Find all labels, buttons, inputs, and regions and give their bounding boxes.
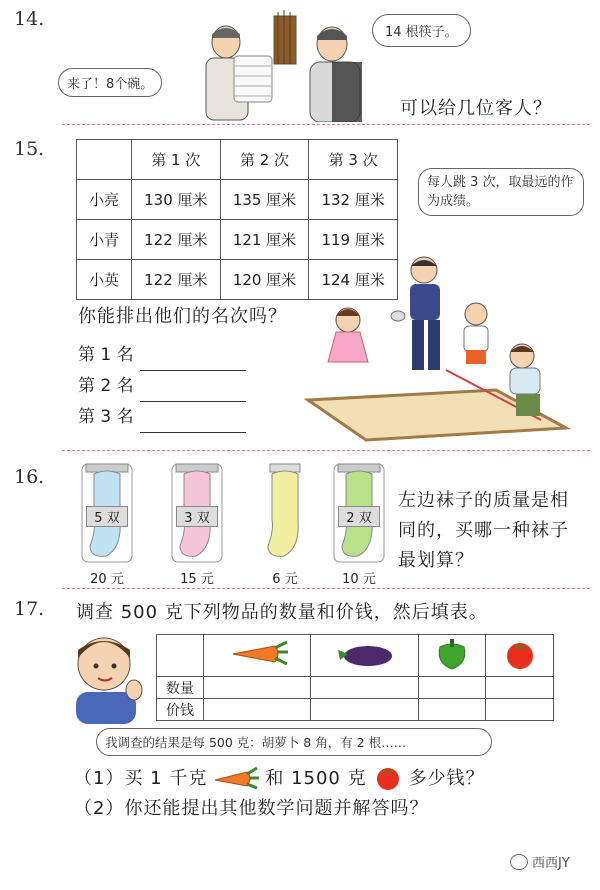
table-cell-name: 小英 <box>77 260 132 300</box>
pack-count-label: 3 双 <box>176 506 218 527</box>
rank-line-3: 第 3 名 <box>78 402 246 433</box>
goods-survey-table <box>156 634 554 721</box>
question-17-sub1: （1）买 1 千克 和 1500 克 多少钱？ <box>74 763 485 791</box>
sock-price: 20 元 <box>90 572 124 587</box>
table-cell: 119 厘米 <box>309 220 398 260</box>
eggplant-icon <box>332 638 396 670</box>
boy-thinking-illustration <box>64 628 156 724</box>
divider-15 <box>62 450 590 451</box>
table-header-cell: 第 3 次 <box>309 140 398 180</box>
sock-pack <box>254 460 316 587</box>
table-cell: 132 厘米 <box>309 180 398 220</box>
rank-line-1: 第 1 名 <box>78 340 246 371</box>
sock-pack <box>328 460 390 587</box>
rank-line-2: 第 2 名 <box>78 371 246 402</box>
tomato-icon <box>373 763 403 791</box>
question-15-text: 你能排出他们的名次吗？ <box>78 306 287 327</box>
table-header-cell <box>204 635 311 677</box>
blank-cell[interactable] <box>486 699 554 721</box>
blank-cell[interactable] <box>418 699 486 721</box>
pack-count-label: 2 双 <box>338 506 380 527</box>
table-header-cell <box>486 635 554 677</box>
table-header-cell <box>311 635 418 677</box>
sock-price: 6 元 <box>272 572 298 587</box>
table-header-row <box>157 635 554 677</box>
table-row <box>77 180 398 220</box>
divider-14 <box>62 124 590 125</box>
question-16-number: 16. <box>14 466 45 488</box>
sock-icon <box>254 460 316 564</box>
blank-cell[interactable] <box>418 677 486 699</box>
speech-bubble-chopsticks: 14 根筷子。 <box>372 14 471 47</box>
table-row <box>157 677 554 699</box>
question-14-text: 可以给几位客人？ <box>400 98 552 119</box>
table-cell: 120 厘米 <box>220 260 309 300</box>
question-17-number: 17. <box>14 598 45 620</box>
table-cell-name: 小青 <box>77 220 132 260</box>
answer-blank[interactable] <box>140 354 246 371</box>
speech-bubble-survey: 我调查的结果是每 500 克：胡萝卜 8 角，有 2 根…… <box>96 728 492 756</box>
question-17-title: 调查 500 克下列物品的数量和价钱，然后填表。 <box>76 602 488 623</box>
sock-price: 10 元 <box>342 572 376 587</box>
table-cell: 122 厘米 <box>132 260 221 300</box>
blank-cell[interactable] <box>486 677 554 699</box>
watermark: 西西JY <box>510 852 570 871</box>
blank-cell[interactable] <box>311 677 418 699</box>
table-header-cell <box>418 635 486 677</box>
table-header-cell: 第 2 次 <box>220 140 309 180</box>
row-label: 价钱 <box>157 699 204 721</box>
table-header-cell <box>157 635 204 677</box>
table-cell: 124 厘米 <box>309 260 398 300</box>
question-17-sub2: （2）你还能提出其他数学问题并解答吗？ <box>74 798 429 819</box>
question-15-number: 15. <box>14 138 45 160</box>
table-cell: 121 厘米 <box>220 220 309 260</box>
long-jump-scene-illustration <box>296 250 586 450</box>
old-man-with-chopsticks-illustration <box>262 10 372 122</box>
table-header-row <box>77 140 398 180</box>
speech-bubble-bowls: 来了！8个碗。 <box>58 68 162 97</box>
answer-blank[interactable] <box>140 416 246 433</box>
question-14-number: 14. <box>14 8 45 30</box>
sock-price: 15 元 <box>180 572 214 587</box>
blank-cell[interactable] <box>204 699 311 721</box>
divider-16 <box>62 588 590 589</box>
sock-packs <box>76 460 376 587</box>
wechat-icon <box>510 854 528 870</box>
sock-pack <box>166 460 228 587</box>
carrot-icon <box>225 638 289 670</box>
table-row <box>157 699 554 721</box>
rank-answer-lines <box>78 340 246 433</box>
table-header-cell: 第 1 次 <box>132 140 221 180</box>
row-label: 数量 <box>157 677 204 699</box>
question-16-text: 左边袜子的质量是相同的，买哪一种袜子最划算？ <box>398 490 569 571</box>
speech-bubble-rule: 每人跳 3 次，取最远的作为成绩。 <box>418 168 584 216</box>
blank-cell[interactable] <box>204 677 311 699</box>
carrot-icon <box>211 764 261 790</box>
blank-cell[interactable] <box>311 699 418 721</box>
table-header-cell <box>77 140 132 180</box>
table-cell: 135 厘米 <box>220 180 309 220</box>
tomato-icon <box>500 637 540 671</box>
pack-count-label: 5 双 <box>86 506 128 527</box>
table-cell: 122 厘米 <box>132 220 221 260</box>
pepper-icon <box>432 637 472 671</box>
sock-pack <box>76 460 138 587</box>
table-cell: 130 厘米 <box>132 180 221 220</box>
table-cell-name: 小亮 <box>77 180 132 220</box>
answer-blank[interactable] <box>140 385 246 402</box>
